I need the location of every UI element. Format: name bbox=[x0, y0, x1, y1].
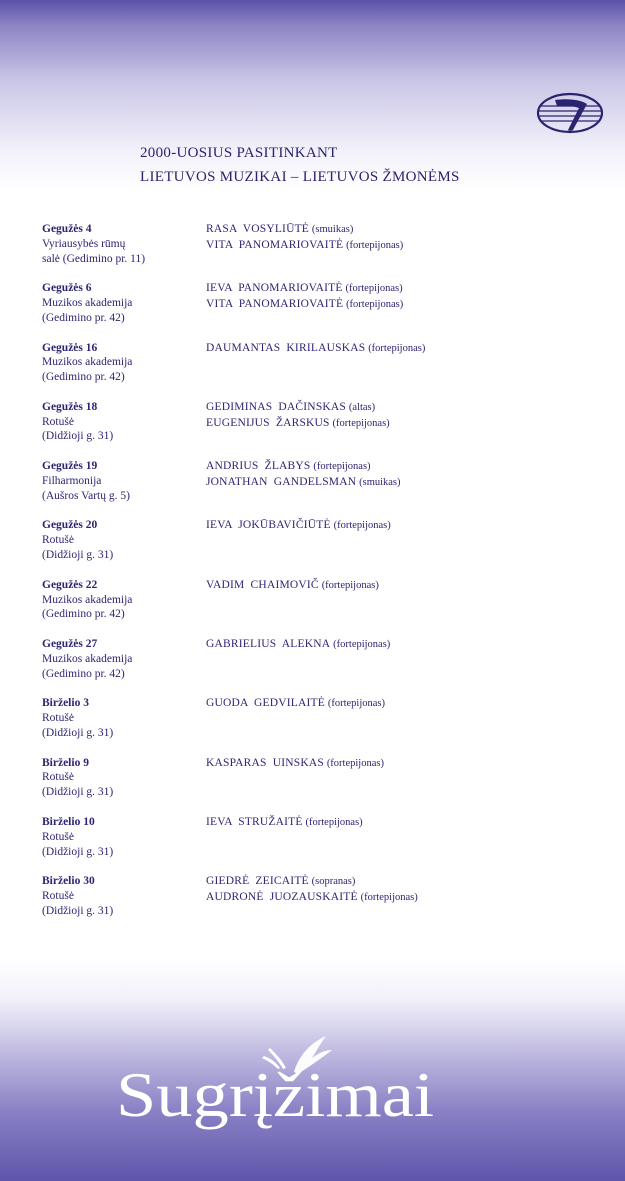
event-venue-line: Vyriausybės rūmų bbox=[42, 237, 126, 250]
event-date: Gegužės 6 bbox=[42, 282, 92, 295]
performer-line bbox=[206, 475, 606, 491]
event-row bbox=[42, 637, 602, 696]
event-row bbox=[42, 281, 602, 340]
performer-line bbox=[206, 222, 606, 238]
page-heading bbox=[140, 141, 460, 189]
performer-name: ANDRIUS ŽLABYS bbox=[206, 460, 311, 473]
performer-line bbox=[206, 238, 606, 254]
performer-instrument: (smuikas) bbox=[359, 476, 401, 488]
performer-name: VITA PANOMARIOVAITĖ bbox=[206, 298, 344, 311]
performer-line bbox=[206, 400, 606, 416]
event-row bbox=[42, 222, 602, 281]
event-row bbox=[42, 874, 602, 933]
event-date: Birželio 10 bbox=[42, 815, 95, 828]
performer-name: IEVA JOKŪBAVIČIŪTĖ bbox=[206, 519, 331, 532]
performer-line bbox=[206, 518, 606, 534]
heading-line-2: LIETUVOS MUZIKAI – LIETUVOS ŽMONĖMS bbox=[140, 169, 460, 185]
event-date: Birželio 9 bbox=[42, 756, 89, 769]
performer-name: EUGENIJUS ŽARSKUS bbox=[206, 416, 330, 429]
performer-line bbox=[206, 416, 606, 432]
event-date: Gegužės 20 bbox=[42, 519, 98, 532]
event-performers bbox=[206, 874, 606, 906]
performer-instrument: (fortepijonas) bbox=[321, 579, 379, 591]
performer-line bbox=[206, 281, 606, 297]
event-venue-block bbox=[42, 874, 202, 918]
event-date: Gegužės 19 bbox=[42, 460, 98, 473]
event-venue-block bbox=[42, 222, 202, 266]
event-performers bbox=[206, 459, 606, 491]
event-venue-line: (Didžioji g. 31) bbox=[42, 786, 114, 799]
event-venue-line: Rotušė bbox=[42, 712, 74, 725]
performer-name: KASPARAS UINSKAS bbox=[206, 756, 324, 769]
performer-instrument: (fortepijonas) bbox=[368, 342, 426, 354]
event-performers bbox=[206, 281, 606, 313]
event-performers bbox=[206, 341, 606, 357]
event-venue-line: (Didžioji g. 31) bbox=[42, 904, 114, 917]
performer-line bbox=[206, 637, 606, 653]
event-row bbox=[42, 400, 602, 459]
performer-name: GEDIMINAS DAČINSKAS bbox=[206, 400, 347, 413]
event-venue-block bbox=[42, 518, 202, 562]
event-date: Birželio 3 bbox=[42, 697, 89, 710]
event-venue-line: Muzikos akademija bbox=[42, 297, 133, 310]
performer-line bbox=[206, 696, 606, 712]
performer-name: GUODA GEDVILAITĖ bbox=[206, 697, 325, 710]
performer-line bbox=[206, 578, 606, 594]
performer-instrument: (fortepijonas) bbox=[313, 461, 371, 473]
event-date: Gegužės 4 bbox=[42, 223, 92, 235]
event-venue-line: Rotušė bbox=[42, 771, 74, 784]
performer-instrument: (sopranas) bbox=[311, 876, 356, 888]
performer-instrument: (smuikas) bbox=[311, 224, 354, 235]
sugrizimai-wordmark bbox=[112, 1030, 442, 1130]
performer-instrument: (fortepijonas) bbox=[305, 816, 363, 828]
event-venue-line: (Didžioji g. 31) bbox=[42, 430, 114, 443]
event-venue-block bbox=[42, 578, 202, 622]
event-venue-line: (Didžioji g. 31) bbox=[42, 726, 114, 739]
performer-line bbox=[206, 459, 606, 475]
performer-line bbox=[206, 341, 606, 357]
event-performers bbox=[206, 696, 606, 712]
performer-line bbox=[206, 297, 606, 313]
event-venue-block bbox=[42, 341, 202, 385]
event-performers bbox=[206, 578, 606, 594]
event-venue-line: (Aušros Vartų g. 5) bbox=[42, 489, 130, 502]
performer-name: AUDRONĖ JUOZAUSKAITĖ bbox=[206, 891, 358, 904]
event-row bbox=[42, 815, 602, 874]
performer-name: GABRIELIUS ALEKNA bbox=[206, 638, 331, 651]
performer-instrument: (fortepijonas) bbox=[360, 892, 418, 904]
event-row bbox=[42, 578, 602, 637]
ellipse-logo-icon bbox=[535, 90, 605, 136]
event-date: Gegužės 16 bbox=[42, 341, 98, 354]
event-venue-block bbox=[42, 815, 202, 859]
event-row bbox=[42, 459, 602, 518]
performer-name: RASA VOSYLIŪTĖ bbox=[206, 223, 310, 235]
event-venue-block bbox=[42, 696, 202, 740]
event-venue-block bbox=[42, 459, 202, 503]
event-venue-line: Muzikos akademija bbox=[42, 593, 133, 606]
event-venue-line: Rotušė bbox=[42, 534, 74, 547]
performer-name: GIEDRĖ ZEICAITĖ bbox=[206, 875, 309, 888]
event-date: Birželio 30 bbox=[42, 875, 95, 888]
event-venue-line: (Didžioji g. 31) bbox=[42, 549, 114, 562]
event-venue-line: Muzikos akademija bbox=[42, 652, 133, 665]
event-venue-line: (Gedimino pr. 42) bbox=[42, 667, 125, 680]
performer-instrument: (altas) bbox=[348, 401, 376, 413]
performer-name: DAUMANTAS KIRILAUSKAS bbox=[206, 341, 366, 354]
event-venue-line: (Gedimino pr. 42) bbox=[42, 608, 125, 621]
event-venue-line: (Didžioji g. 31) bbox=[42, 845, 114, 858]
performer-instrument: (fortepijonas) bbox=[345, 283, 403, 295]
event-venue-block bbox=[42, 756, 202, 800]
event-date: Gegužės 27 bbox=[42, 638, 98, 651]
performer-line bbox=[206, 756, 606, 772]
event-date: Gegužės 22 bbox=[42, 578, 98, 591]
performer-line bbox=[206, 874, 606, 890]
event-venue-block bbox=[42, 400, 202, 444]
event-performers bbox=[206, 637, 606, 653]
event-performers bbox=[206, 756, 606, 772]
performer-line bbox=[206, 890, 606, 906]
performer-instrument: (fortepijonas) bbox=[327, 698, 385, 710]
performer-name: VADIM CHAIMOVIČ bbox=[206, 578, 319, 591]
event-date: Gegužės 18 bbox=[42, 400, 98, 413]
event-venue-line: Rotušė bbox=[42, 890, 74, 903]
event-row bbox=[42, 696, 602, 755]
event-performers bbox=[206, 815, 606, 831]
performer-line bbox=[206, 815, 606, 831]
event-venue-line: (Gedimino pr. 42) bbox=[42, 371, 125, 384]
event-row bbox=[42, 756, 602, 815]
wordmark-text: Sugrįžimai bbox=[116, 1059, 434, 1130]
performer-instrument: (fortepijonas) bbox=[326, 757, 384, 769]
event-venue-line: Muzikos akademija bbox=[42, 356, 133, 369]
event-performers bbox=[206, 518, 606, 534]
performer-instrument: (fortepijonas) bbox=[346, 299, 404, 311]
event-venue-line: (Gedimino pr. 42) bbox=[42, 311, 125, 324]
event-row bbox=[42, 341, 602, 400]
concert-schedule bbox=[42, 222, 602, 934]
performer-instrument: (fortepijonas) bbox=[346, 239, 404, 251]
event-venue-line: Filharmonija bbox=[42, 474, 102, 487]
performer-instrument: (fortepijonas) bbox=[333, 520, 391, 532]
event-venue-line: salė (Gedimino pr. 11) bbox=[42, 252, 146, 265]
event-venue-block bbox=[42, 637, 202, 681]
event-performers bbox=[206, 400, 606, 432]
event-row bbox=[42, 518, 602, 577]
event-venue-line: Rotušė bbox=[42, 415, 74, 428]
performer-name: IEVA STRUŽAITĖ bbox=[206, 815, 303, 828]
event-performers bbox=[206, 222, 606, 254]
performer-instrument: (fortepijonas) bbox=[332, 417, 390, 429]
performer-instrument: (fortepijonas) bbox=[333, 639, 391, 651]
performer-name: JONATHAN GANDELSMAN bbox=[206, 475, 357, 488]
performer-name: VITA PANOMARIOVAITĖ bbox=[206, 238, 344, 251]
heading-line-1: 2000-UOSIUS PASITINKANT bbox=[140, 145, 338, 161]
event-venue-block bbox=[42, 281, 202, 325]
performer-name: IEVA PANOMARIOVAITĖ bbox=[206, 282, 343, 295]
event-venue-line: Rotušė bbox=[42, 830, 74, 843]
